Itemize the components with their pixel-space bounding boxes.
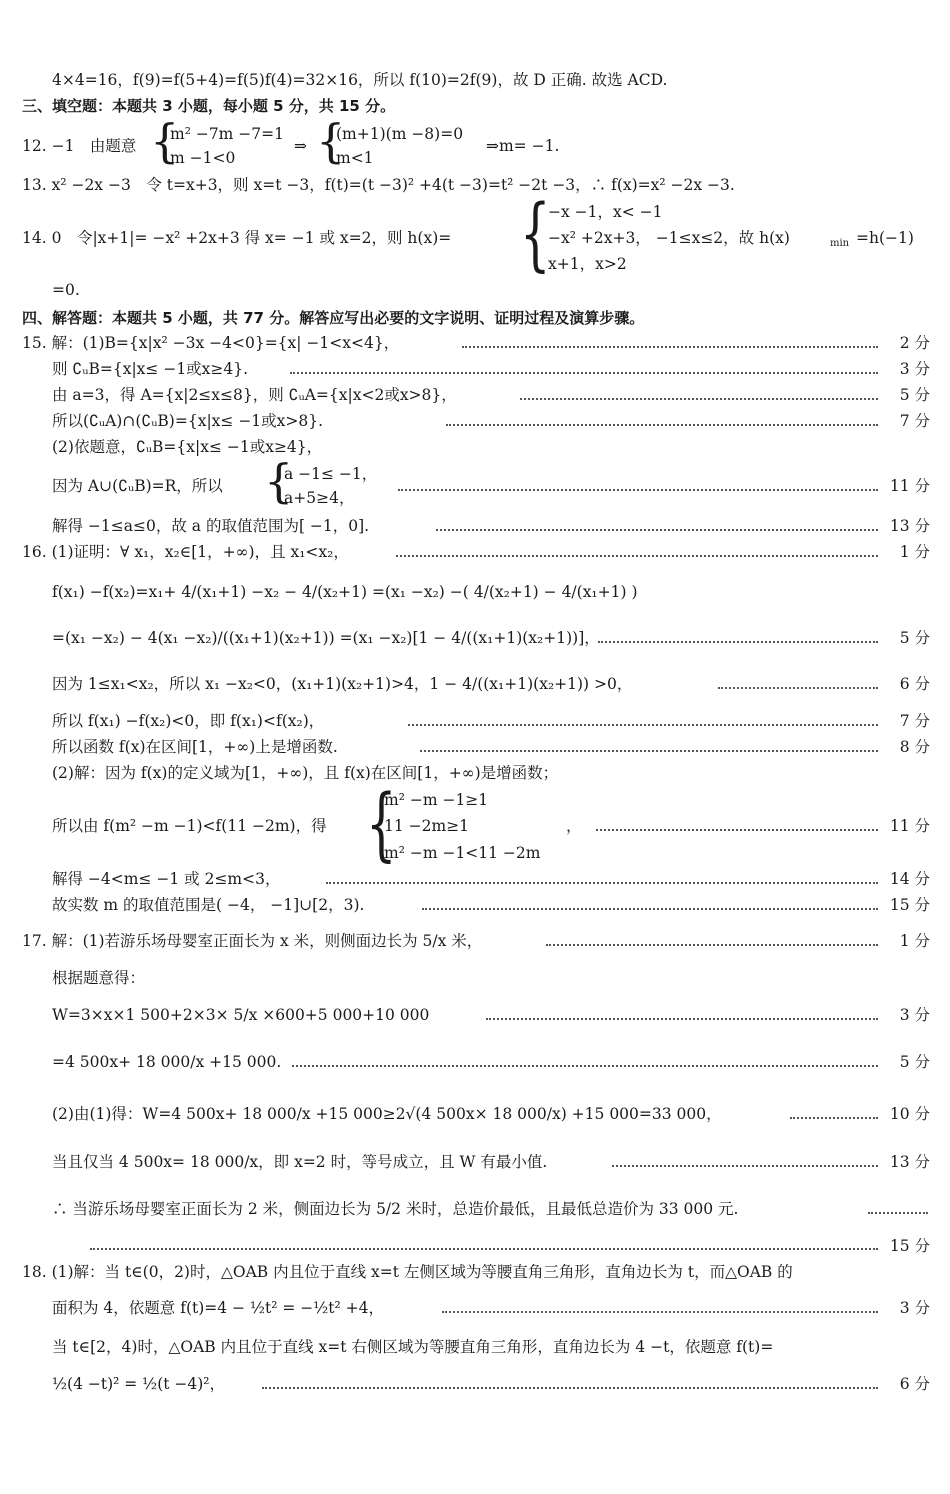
text-line: 由 a=3，得 A={x|2≤x≤8}，则 ∁ᵤA={x|x<2或x>8}， bbox=[52, 386, 457, 404]
score: 13 分 bbox=[889, 517, 930, 535]
text-line: m² −m −1≥1 bbox=[384, 791, 489, 809]
brace: { bbox=[316, 114, 346, 168]
dot-leader bbox=[292, 1065, 878, 1067]
dot-leader bbox=[90, 1248, 878, 1250]
text-line: −x −1，x< −1 bbox=[548, 203, 663, 221]
text-line: a −1≤ −1， bbox=[284, 465, 378, 483]
text-line: 所以由 f(m² −m −1)<f(11 −2m)，得 bbox=[52, 817, 327, 835]
text-line: m −1<0 bbox=[170, 149, 236, 167]
score: 5 分 bbox=[899, 1053, 930, 1071]
text-line: 15. 解：(1)B={x|x² −3x −4<0}={x| −1<x<4}， bbox=[22, 334, 400, 352]
text-line: (2)解：因为 f(x)的定义域为[1，+∞)，且 f(x)在区间[1，+∞)是增函数； bbox=[52, 764, 559, 782]
dot-leader bbox=[520, 398, 878, 400]
text-line: 当 t∈[2，4)时，△OAB 内且位于直线 x=t 右侧区域为等腰直角三角形，直角边长为 4 −t，依题意 f(t)= bbox=[52, 1338, 774, 1356]
text-line: 所以函数 f(x)在区间[1，+∞)上是增函数. bbox=[52, 738, 338, 756]
text-line: =(x₁ −x₂) − 4(x₁ −x₂)/((x₁+1)(x₂+1)) =(x₁ −x₂)[1 − 4/((x₁+1)(x₂+1))]， bbox=[52, 629, 600, 647]
text-line: W=3×x×1 500+2×3× 5/x ×600+5 000+10 000 bbox=[52, 1006, 430, 1024]
text-line: ⇒ bbox=[294, 137, 307, 155]
text-line: ⇒m= −1. bbox=[486, 137, 560, 155]
text-line: =0. bbox=[52, 281, 80, 299]
dot-leader bbox=[596, 829, 878, 831]
text-line: a+5≥4， bbox=[284, 489, 355, 507]
section-heading: 四、解答题：本题共 5 小题，共 77 分。解答应写出必要的文字说明、证明过程及演算步骤。 bbox=[22, 309, 645, 327]
text-line: 因为 A∪(∁ᵤB)=R，所以 bbox=[52, 477, 223, 495]
dot-leader bbox=[422, 908, 878, 910]
score: 6 分 bbox=[899, 1375, 930, 1393]
text-line: x+1，x>2 bbox=[548, 255, 627, 273]
dot-leader bbox=[546, 944, 878, 946]
dot-leader bbox=[486, 1018, 878, 1020]
text-line: −x² +2x+3， −1≤x≤2，故 h(x) bbox=[548, 229, 790, 247]
text-line: ， bbox=[566, 817, 582, 835]
score: 3 分 bbox=[899, 1006, 930, 1024]
score: 5 分 bbox=[899, 386, 930, 404]
text-line: 故实数 m 的取值范围是( −4， −1]∪[2，3). bbox=[52, 896, 365, 914]
score: 3 分 bbox=[899, 1299, 930, 1317]
brace: { bbox=[264, 454, 294, 508]
text-line: m² −7m −7=1 bbox=[170, 125, 285, 143]
score: 5 分 bbox=[899, 629, 930, 647]
text-line: 解得 −1≤a≤0，故 a 的取值范围为[ −1，0]. bbox=[52, 517, 370, 535]
dot-leader bbox=[420, 750, 878, 752]
section-heading: 三、填空题：本题共 3 小题，每小题 5 分，共 15 分。 bbox=[22, 97, 396, 115]
text-line: ∴ 当游乐场母婴室正面长为 2 米，侧面边长为 5/2 米时，总造价最低，且最低总造价为 33 000 元. bbox=[52, 1200, 739, 1218]
text-line: 当且仅当 4 500x= 18 000/x，即 x=2 时，等号成立，且 W 有最小值. bbox=[52, 1153, 548, 1171]
score: 7 分 bbox=[899, 712, 930, 730]
text-line: m² −m −1<11 −2m bbox=[384, 844, 541, 862]
score: 2 分 bbox=[899, 334, 930, 352]
text-line: 则 ∁ᵤB={x|x≤ −1或x≥4}. bbox=[52, 360, 249, 378]
dot-leader bbox=[408, 724, 878, 726]
text-line: 根据题意得： bbox=[52, 969, 146, 987]
score: 11 分 bbox=[889, 817, 930, 835]
dot-leader bbox=[868, 1212, 928, 1214]
dot-leader bbox=[436, 529, 878, 531]
dot-leader bbox=[462, 346, 878, 348]
text-line: 12. −1 由题意 bbox=[22, 137, 137, 155]
dot-leader bbox=[598, 641, 878, 643]
score: 3 分 bbox=[899, 360, 930, 378]
text-line: 4×4=16，f(9)=f(5+4)=f(5)f(4)=32×16，所以 f(10)=2f(9)，故 D 正确. 故选 ACD. bbox=[52, 71, 668, 89]
text-line: 11 −2m≥1 bbox=[384, 817, 470, 835]
text-line: ½(4 −t)² = ½(t −4)²， bbox=[52, 1375, 226, 1393]
score: 6 分 bbox=[899, 675, 930, 693]
subscript: min bbox=[830, 238, 850, 249]
dot-leader bbox=[442, 1311, 878, 1313]
text-line: 所以 f(x₁) −f(x₂)<0，即 f(x₁)<f(x₂)， bbox=[52, 712, 325, 730]
text-line: (2)依题意，∁ᵤB={x|x≤ −1或x≥4}， bbox=[52, 438, 323, 456]
dot-leader bbox=[718, 687, 878, 689]
text-line: 18. (1)解：当 t∈(0，2)时，△OAB 内且位于直线 x=t 左侧区域为等腰直角三角形，直角边长为 t，而△OAB 的 bbox=[22, 1263, 793, 1281]
dot-leader bbox=[326, 882, 878, 884]
score: 8 分 bbox=[899, 738, 930, 756]
score: 15 分 bbox=[889, 1237, 930, 1255]
text-line: m<1 bbox=[336, 149, 374, 167]
dot-leader bbox=[446, 424, 878, 426]
text-line: f(x₁) −f(x₂)=x₁+ 4/(x₁+1) −x₂ − 4/(x₂+1) =(x₁ −x₂) −( 4/(x₂+1) − 4/(x₁+1) ) bbox=[52, 583, 638, 601]
dot-leader bbox=[790, 1117, 878, 1119]
score: 13 分 bbox=[889, 1153, 930, 1171]
score: 1 分 bbox=[899, 932, 930, 950]
dot-leader bbox=[612, 1165, 878, 1167]
text-line: 解得 −4<m≤ −1 或 2≤m<3， bbox=[52, 870, 281, 888]
dot-leader bbox=[396, 555, 878, 557]
dot-leader bbox=[290, 372, 878, 374]
text-line: 面积为 4，依题意 f(t)=4 − ½t² = −½t² +4， bbox=[52, 1299, 385, 1317]
text-line: =4 500x+ 18 000/x +15 000. bbox=[52, 1053, 282, 1071]
brace: { bbox=[366, 777, 397, 870]
dot-leader bbox=[398, 489, 878, 491]
brace: { bbox=[150, 114, 180, 168]
text-line: 16. (1)证明：∀ x₁，x₂∈[1，+∞)，且 x₁<x₂， bbox=[22, 543, 349, 561]
score: 11 分 bbox=[889, 477, 930, 495]
score: 10 分 bbox=[889, 1105, 930, 1123]
score: 7 分 bbox=[899, 412, 930, 430]
score: 15 分 bbox=[889, 896, 930, 914]
text-line: (2)由(1)得：W=4 500x+ 18 000/x +15 000≥2√(4 500x× 18 000/x) +15 000=33 000， bbox=[52, 1105, 722, 1123]
text-line: 因为 1≤x₁<x₂，所以 x₁ −x₂<0，(x₁+1)(x₂+1)>4，1 − 4/((x₁+1)(x₂+1)) >0， bbox=[52, 675, 633, 693]
text-line: 17. 解：(1)若游乐场母婴室正面长为 x 米，则侧面边长为 5/x 米， bbox=[22, 932, 483, 950]
text-line: =h(−1) bbox=[856, 229, 914, 247]
brace: { bbox=[520, 187, 551, 280]
score: 1 分 bbox=[899, 543, 930, 561]
score: 14 分 bbox=[889, 870, 930, 888]
text-line: 13. x² −2x −3 令 t=x+3，则 x=t −3，f(t)=(t −3)² +4(t −3)=t² −2t −3，∴ f(x)=x² −2x −3. bbox=[22, 176, 735, 194]
text-line: 所以(∁ᵤA)∩(∁ᵤB)={x|x≤ −1或x>8}. bbox=[52, 412, 324, 430]
text-line: 14. 0 令|x+1|= −x² +2x+3 得 x= −1 或 x=2，则 h(x)= bbox=[22, 229, 452, 247]
dot-leader bbox=[262, 1387, 878, 1389]
text-line: (m+1)(m −8)=0 bbox=[336, 125, 464, 143]
